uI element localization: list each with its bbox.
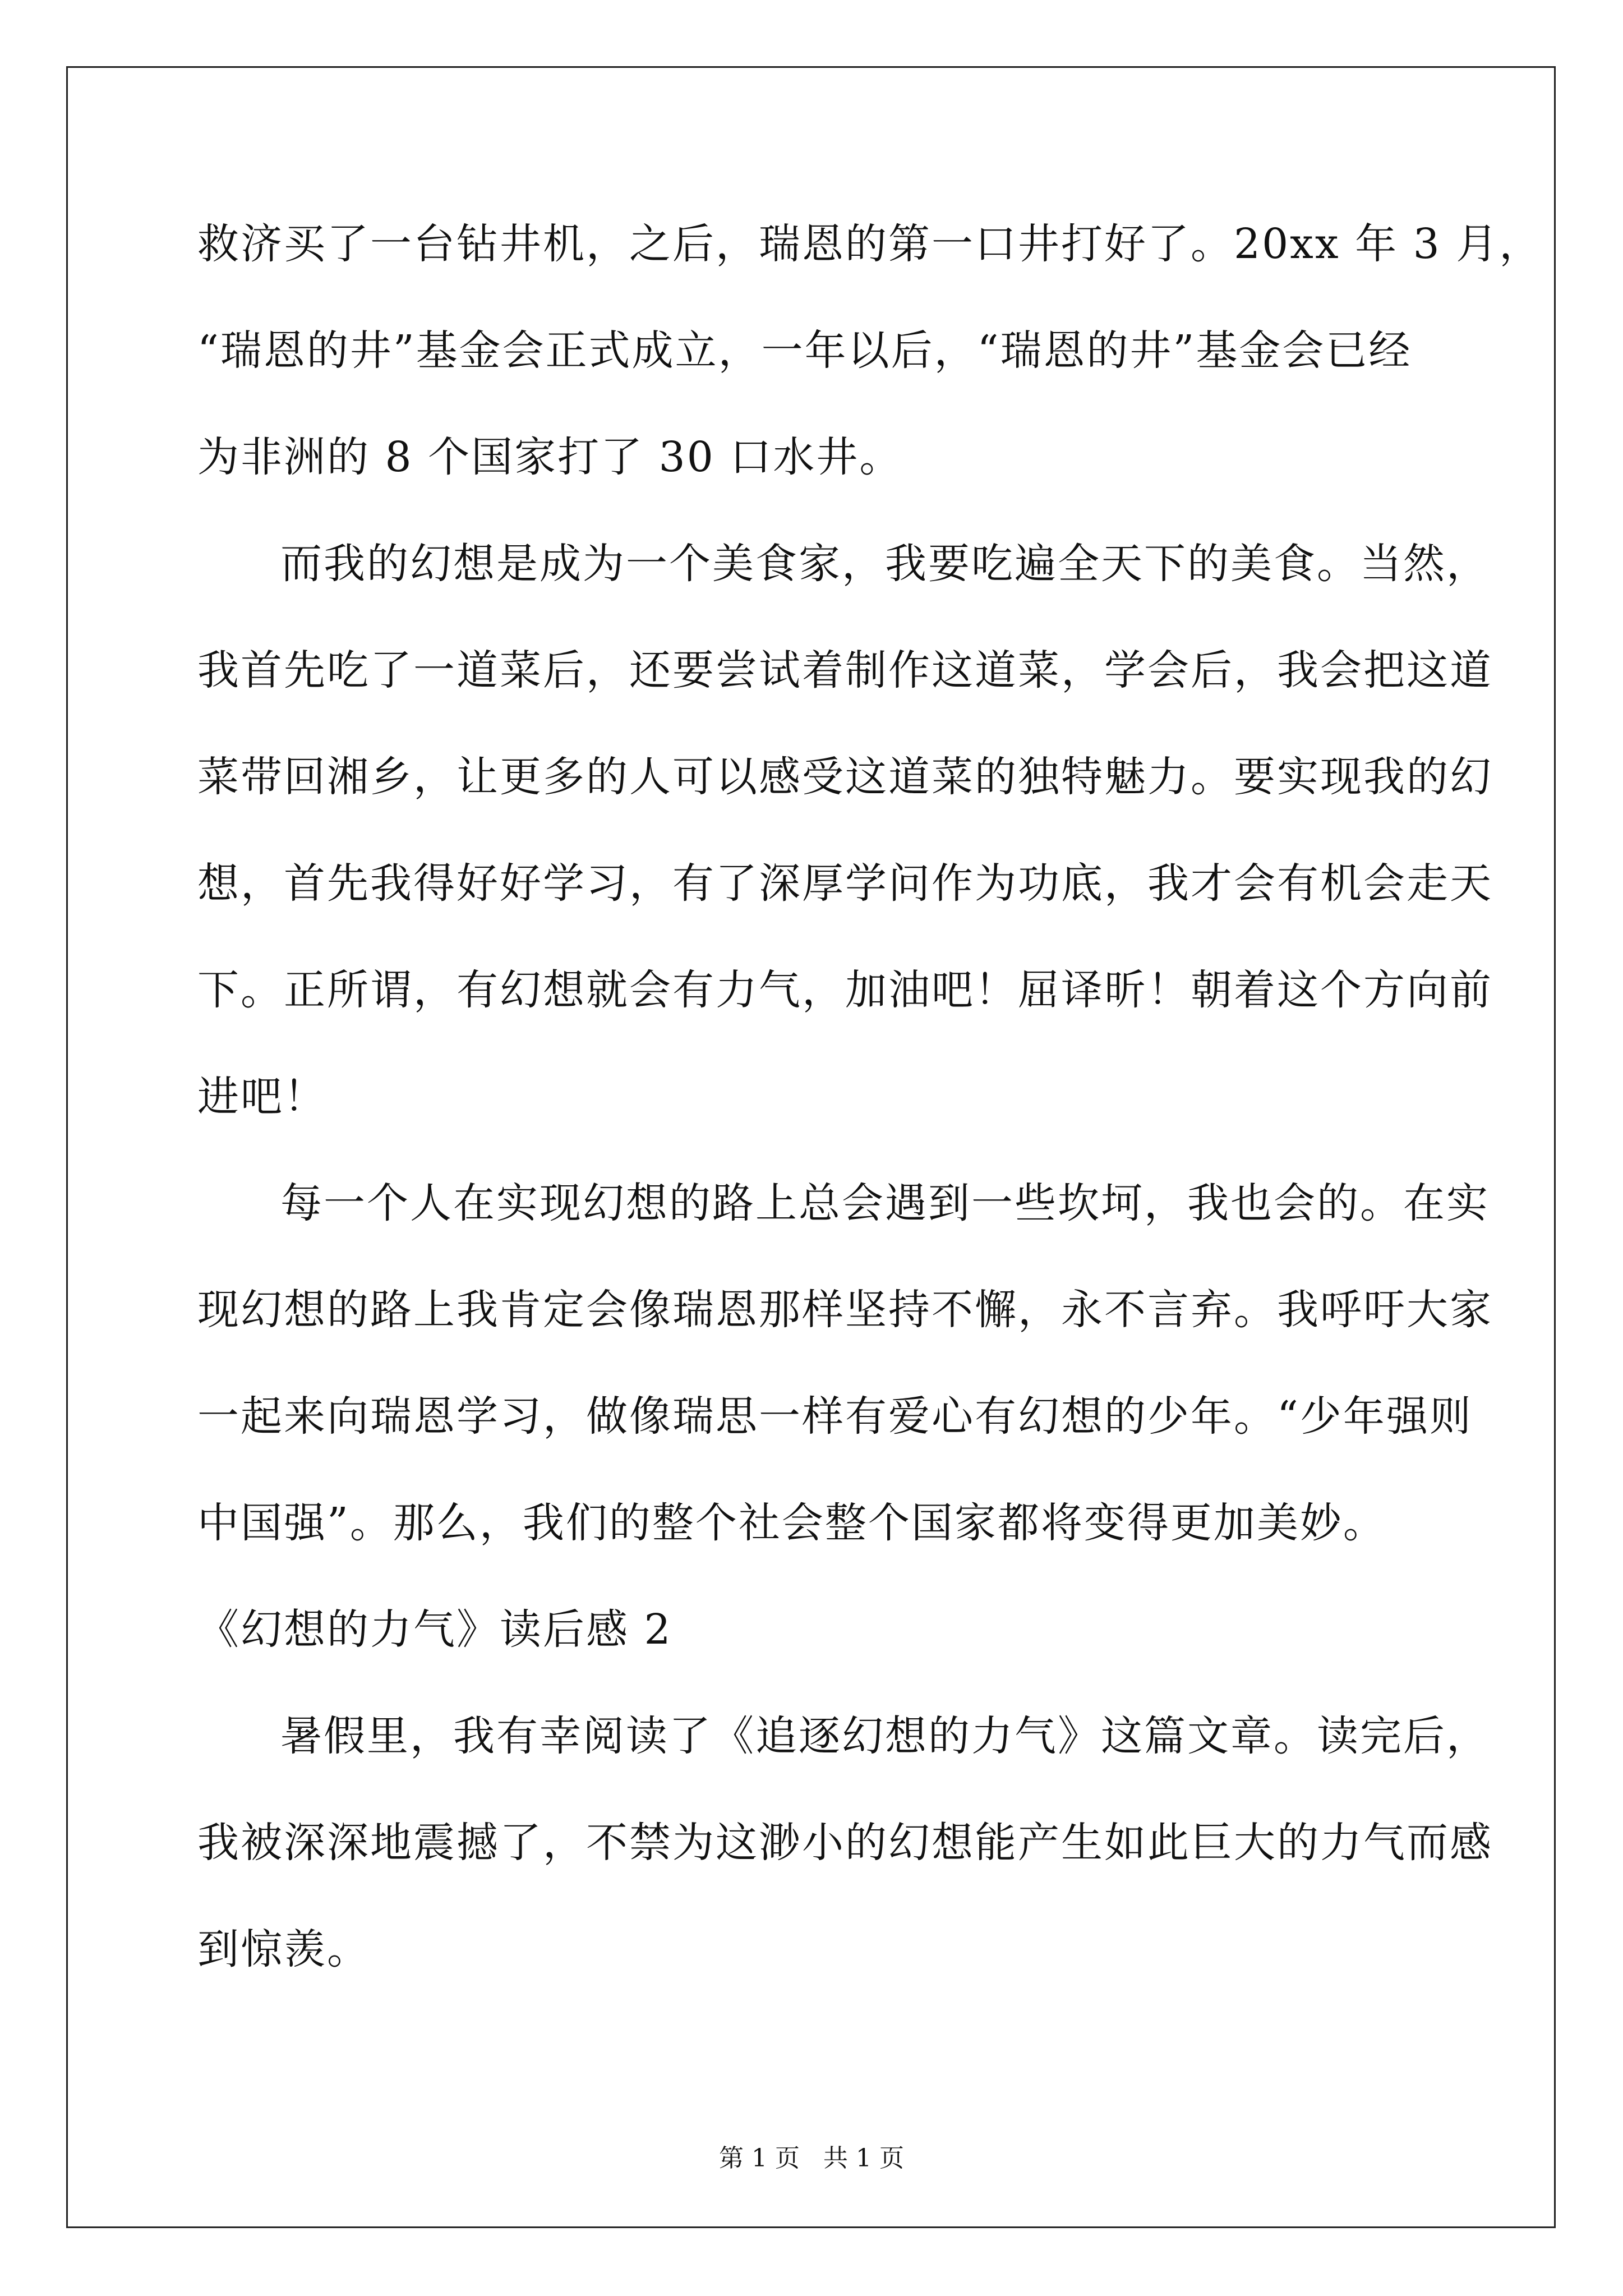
text-line-1: 救济买了一台钻井机，之后，瑞恩的第一口井打好了。20xx 年 3 月， (197, 220, 1543, 268)
text-line-3: 为非洲的 8 个国家打了 30 口水井。 (197, 433, 903, 481)
page-number-total: 共 1 页 (823, 2144, 904, 2173)
document-body (197, 191, 1543, 2003)
text-line-11: 现幻想的路上我肯定会像瑞恩那样坚持不懈，永不言弃。我呼吁大家 (197, 1286, 1493, 1334)
text-line-2: “瑞恩的井”基金会正式成立，一年以后，“瑞恩的井”基金会已经 (197, 326, 1412, 375)
text-line-5: 我首先吃了一道菜后，还要尝试着制作这道菜，学会后，我会把这道 (197, 646, 1493, 694)
text-line-8: 下。正所谓，有幻想就会有力气，加油吧！屈译昕！朝着这个方向前 (197, 966, 1493, 1014)
page-number-current: 第 1 页 (719, 2144, 800, 2173)
text-line-13: 中国强”。那么，我们的整个社会整个国家都将变得更加美妙。 (197, 1499, 1386, 1547)
text-line-7: 想，首先我得好好学习，有了深厚学问作为功底，我才会有机会走天 (197, 859, 1493, 908)
paragraph-start-line-15: 暑假里，我有幸阅读了《追逐幻想的力气》这篇文章。读完后， (280, 1712, 1490, 1760)
text-line-12: 一起来向瑞恩学习，做像瑞思一样有爱心有幻想的少年。“少年强则 (197, 1392, 1473, 1441)
text-line-6: 菜带回湘乡，让更多的人可以感受这道菜的独特魅力。要实现我的幻 (197, 753, 1493, 801)
section-heading: 《幻想的力气》读后感 2 (197, 1605, 672, 1654)
text-line-16: 我被深深地震撼了，不禁为这渺小的幻想能产生如此巨大的力气而感 (197, 1819, 1493, 1867)
paragraph-start-line-4: 而我的幻想是成为一个美食家，我要吃遍全天下的美食。当然， (280, 540, 1490, 588)
page-footer (0, 2142, 1623, 2175)
text-line-9: 进吧！ (197, 1073, 327, 1121)
text-line-17: 到惊羡。 (197, 1925, 370, 1973)
paragraph-start-line-10: 每一个人在实现幻想的路上总会遇到一些坎坷，我也会的。在实 (280, 1179, 1490, 1227)
